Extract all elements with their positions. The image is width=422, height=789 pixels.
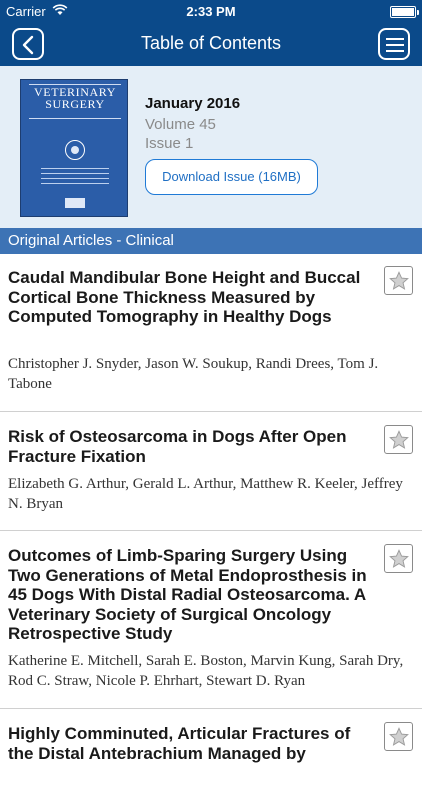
clock: 2:33 PM [186,4,236,19]
hamburger-menu-icon [386,38,404,40]
cover-rule [29,118,121,119]
section-header: Original Articles - Clinical [0,228,422,254]
hamburger-line [386,50,404,52]
list-item[interactable] [0,254,422,412]
battery-icon [390,6,416,18]
cover-seal-icon [65,140,85,160]
hamburger-line [386,44,404,46]
issue-date: January 2016 [145,95,241,112]
article-authors: Elizabeth G. Arthur, Gerald L. Arthur, Matthew R. Keeler, Jeffrey N. Bryan [8,476,403,512]
article-authors: Katherine E. Mitchell, Sarah E. Boston, Marvin Kung, Sarah Dry, Rod C. Straw, Nicole P. Ehrhart, Stewart D. Ryan [8,653,404,689]
article-title[interactable]: Risk of Osteosarcoma in Dogs After Open Fracture Fixation [8,427,347,466]
page-title: Table of Contents [140,33,282,53]
star-icon [388,726,410,748]
favorite-button[interactable] [384,266,413,295]
status-bar [0,0,422,22]
cover-text-line [41,178,109,179]
issue-header [0,66,422,228]
cover-text-line [41,173,109,174]
carrier-label: Carrier [6,4,46,19]
article-list[interactable] [0,254,422,763]
list-item[interactable] [0,709,422,789]
navigation-bar [0,0,422,66]
cover-text-line [41,168,109,169]
star-icon [388,548,410,570]
cover-title: VETERINARY SURGERY [34,85,116,111]
article-title[interactable]: Caudal Mandibular Bone Height and Buccal Cortical Bone Thickness Measured by Computed Tomography in Healthy Dogs [8,268,361,326]
cover-text-line [41,183,109,184]
favorite-button[interactable] [384,544,413,573]
favorite-button[interactable] [384,425,413,454]
article-title[interactable]: Outcomes of Limb-Sparing Surgery Using Two Generations of Metal Endoprosthesis in 45 Dogs With Distal Radial Osteosarcoma. A Veterinary Society of Surgical Oncology Retrospective Study [8,546,367,643]
favorite-button[interactable] [384,722,413,751]
cover-rule [29,84,121,85]
article-authors: Christopher J. Snyder, Jason W. Soukup, Randi Drees, Tom J. Tabone [8,356,379,392]
issue-volume: Volume 45 [145,116,216,133]
journal-cover-image[interactable] [20,79,128,217]
article-title[interactable]: Highly Comminuted, Articular Fractures of the Distal Antebrachium Managed by [8,724,351,763]
star-icon [388,270,410,292]
issue-number: Issue 1 [145,135,194,152]
download-issue-button[interactable]: Download Issue (16MB) [145,159,318,195]
publisher-logo-icon [65,198,85,208]
list-item[interactable] [0,531,422,709]
star-icon [388,429,410,451]
menu-button[interactable] [378,28,410,60]
list-item[interactable] [0,412,422,531]
